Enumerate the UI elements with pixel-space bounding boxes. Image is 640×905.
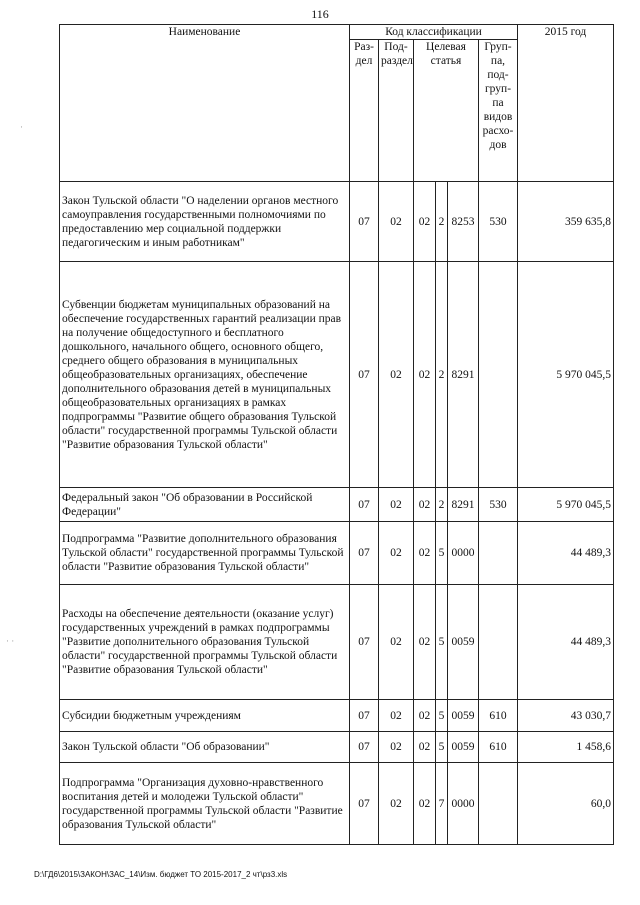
row-target-part2: 5 xyxy=(436,585,448,700)
scan-mark: · · xyxy=(6,636,15,646)
row-name: Субвенции бюджетам муниципальных образований на обеспечение государственных гарантий реализации прав на получение общедоступного и бесплатного дошкольного, начального общего, основного общего, среднего общего образования в муниципальных общеобразовательных организациях, обеспечение дополнительного образования детей в муниципальных общеобразовательных организациях в рамках подпрограммы "Развитие общего образования Тульской области" государственной программы Тульской области "Развитие образования Тульской области" xyxy=(60,262,350,488)
row-section: 07 xyxy=(350,700,379,732)
row-amount: 5 970 045,5 xyxy=(518,488,614,522)
row-target-part1: 02 xyxy=(414,488,436,522)
header-name: Наименование xyxy=(60,25,350,182)
footer-file-path: D:\ГД6\2015\ЗАКОН\ЗАС_14\Изм. бюджет ТО 2015-2017_2 чт\рз3.xls xyxy=(34,870,288,879)
table-row xyxy=(60,488,614,522)
row-target-part2: 5 xyxy=(436,732,448,763)
row-target-part3: 0000 xyxy=(448,522,479,585)
row-section: 07 xyxy=(350,522,379,585)
row-target-part2: 7 xyxy=(436,763,448,845)
row-target-part1: 02 xyxy=(414,732,436,763)
table-row xyxy=(60,732,614,763)
row-target-part3: 8291 xyxy=(448,488,479,522)
page-number: 116 xyxy=(311,7,329,21)
row-target-part2: 5 xyxy=(436,700,448,732)
row-target-part1: 02 xyxy=(414,585,436,700)
row-expense-group: 530 xyxy=(479,488,518,522)
row-target-part1: 02 xyxy=(414,522,436,585)
budget-table xyxy=(59,24,614,845)
row-amount: 359 635,8 xyxy=(518,182,614,262)
row-expense-group xyxy=(479,262,518,488)
row-amount: 44 489,3 xyxy=(518,585,614,700)
row-target-part2: 2 xyxy=(436,262,448,488)
row-amount: 44 489,3 xyxy=(518,522,614,585)
row-section: 07 xyxy=(350,732,379,763)
row-name: Закон Тульской области "О наделении органов местного самоуправления государственными полномочиями по предоставлению мер социальной поддержки педагогическим и иным работникам" xyxy=(60,182,350,262)
header-target-item: Целевая статья xyxy=(414,40,479,182)
row-target-part1: 02 xyxy=(414,700,436,732)
row-section: 07 xyxy=(350,262,379,488)
row-target-part2: 2 xyxy=(436,488,448,522)
table-row xyxy=(60,700,614,732)
row-target-part2: 5 xyxy=(436,522,448,585)
header-year: 2015 год xyxy=(518,25,614,182)
row-subsection: 02 xyxy=(379,262,414,488)
row-target-part3: 8291 xyxy=(448,262,479,488)
table-row xyxy=(60,182,614,262)
row-expense-group: 610 xyxy=(479,700,518,732)
row-target-part3: 0059 xyxy=(448,585,479,700)
row-subsection: 02 xyxy=(379,522,414,585)
row-target-part1: 02 xyxy=(414,262,436,488)
header-row-1 xyxy=(60,25,614,40)
row-name: Подпрограмма "Организация духовно-нравственного воспитания детей и молодежи Тульской области" государственной программы Тульской области "Развитие образования Тульской области" xyxy=(60,763,350,845)
row-subsection: 02 xyxy=(379,488,414,522)
header-section: Раз- дел xyxy=(350,40,379,182)
row-target-part1: 02 xyxy=(414,763,436,845)
row-target-part3: 0059 xyxy=(448,732,479,763)
header-expense-group: Груп- па, под- груп- па видов расхо- дов xyxy=(479,40,518,182)
row-amount: 5 970 045,5 xyxy=(518,262,614,488)
row-name: Подпрограмма "Развитие дополнительного образования Тульской области" государственной программы Тульской области "Развитие образования Тульской области" xyxy=(60,522,350,585)
row-section: 07 xyxy=(350,182,379,262)
table-row xyxy=(60,585,614,700)
row-amount: 43 030,7 xyxy=(518,700,614,732)
row-target-part2: 2 xyxy=(436,182,448,262)
row-target-part1: 02 xyxy=(414,182,436,262)
row-name: Федеральный закон "Об образовании в Российской Федерации" xyxy=(60,488,350,522)
table-row xyxy=(60,522,614,585)
row-subsection: 02 xyxy=(379,700,414,732)
row-name: Закон Тульской области "Об образовании" xyxy=(60,732,350,763)
row-expense-group xyxy=(479,763,518,845)
row-amount: 60,0 xyxy=(518,763,614,845)
table-row xyxy=(60,262,614,488)
row-name: Субсидии бюджетным учреждениям xyxy=(60,700,350,732)
row-subsection: 02 xyxy=(379,763,414,845)
row-target-part3: 8253 xyxy=(448,182,479,262)
row-section: 07 xyxy=(350,585,379,700)
row-expense-group: 530 xyxy=(479,182,518,262)
header-subsection: Под- раздел xyxy=(379,40,414,182)
scan-mark: · xyxy=(20,122,23,132)
row-target-part3: 0059 xyxy=(448,700,479,732)
row-expense-group xyxy=(479,522,518,585)
header-classification: Код классификации xyxy=(350,25,518,40)
row-expense-group xyxy=(479,585,518,700)
row-section: 07 xyxy=(350,763,379,845)
row-target-part3: 0000 xyxy=(448,763,479,845)
row-subsection: 02 xyxy=(379,182,414,262)
row-section: 07 xyxy=(350,488,379,522)
row-subsection: 02 xyxy=(379,585,414,700)
row-subsection: 02 xyxy=(379,732,414,763)
row-name: Расходы на обеспечение деятельности (оказание услуг) государственных учреждений в рамках подпрограммы "Развитие дополнительного образования Тульской области" государственной программы Тульской области "Развитие образования Тульской области" xyxy=(60,585,350,700)
row-amount: 1 458,6 xyxy=(518,732,614,763)
row-expense-group: 610 xyxy=(479,732,518,763)
table-row xyxy=(60,763,614,845)
